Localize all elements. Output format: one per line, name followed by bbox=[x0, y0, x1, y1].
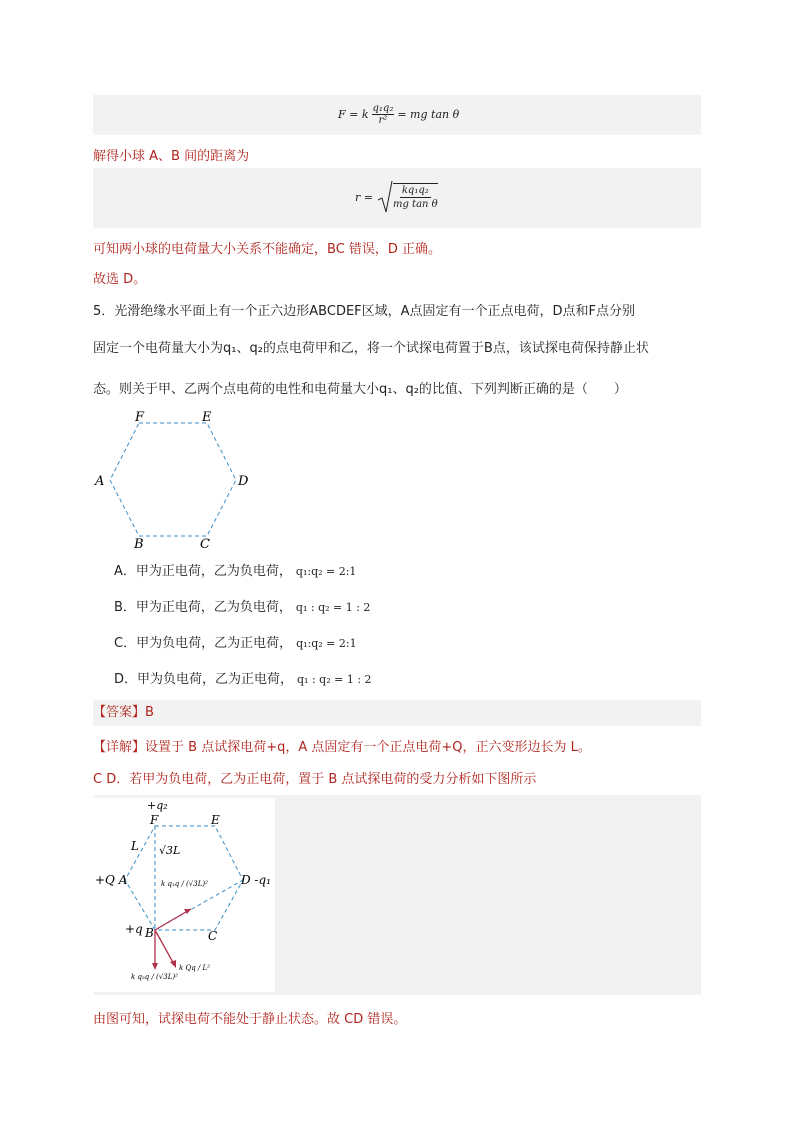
label-sqrt3L: √3L bbox=[159, 844, 181, 857]
choose-line: 故选 D。 bbox=[93, 272, 147, 287]
label-force2: k q₂q / (√3L)² bbox=[131, 973, 178, 981]
final-line: 由图可知，试探电荷不能处于静止状态。故 CD 错误。 bbox=[93, 1012, 407, 1027]
option-d[interactable]: D．甲为负电荷，乙为正电荷， q₁ : q₂ = 1 : 2 bbox=[114, 672, 372, 687]
label-A: A bbox=[95, 474, 105, 489]
label-F: F bbox=[135, 410, 145, 425]
force-figure bbox=[93, 798, 275, 992]
question-line-1: 5．光滑绝缘水平面上有一个正六边形ABCDEF区域，A点固定有一个正点电荷，D点和F点分别 bbox=[93, 304, 636, 319]
distance-line: 解得小球 A、B 间的距离为 bbox=[93, 149, 250, 164]
option-c[interactable]: C．甲为负电荷，乙为正电荷， q₁:q₂ = 2:1 bbox=[114, 636, 357, 651]
label-C2: C bbox=[208, 929, 218, 943]
label-E: E bbox=[202, 410, 212, 425]
label-F2: F bbox=[150, 813, 159, 827]
label-D-minus-q1: D -q₁ bbox=[241, 873, 271, 887]
label-force1: k q₁q / (√3L)² bbox=[161, 880, 208, 888]
option-b[interactable]: B．甲为正电荷，乙为负电荷， q₁ : q₂ = 1 : 2 bbox=[114, 600, 371, 615]
label-plus-q: +q bbox=[125, 922, 143, 936]
label-E2: E bbox=[211, 813, 220, 827]
hexagon-outline bbox=[110, 423, 236, 536]
label-plus-q2: +q₂ bbox=[147, 799, 168, 812]
answer-block: 【答案】B bbox=[93, 700, 701, 726]
label-C: C bbox=[200, 537, 210, 552]
formula2: r = kq₁q₂ mg tan θ bbox=[355, 180, 438, 214]
option-a[interactable]: A．甲为正电荷，乙为负电荷， q₁:q₂ = 2:1 bbox=[114, 564, 357, 579]
cd-line: C D．若甲为负电荷，乙为正电荷，置于 B 点试探电荷的受力分析如下图所示 bbox=[93, 772, 537, 787]
question-line-2: 固定一个电荷量大小为q₁、q₂的点电荷甲和乙，将一个试探电荷置于B点，该试探电荷保持静止状 bbox=[93, 341, 649, 356]
formula1: F = k $\frac{\text{q₁q₂}}{\text{r²}}$ = mg tan θ bbox=[338, 103, 460, 126]
label-force3: k Qq / L² bbox=[179, 964, 210, 972]
label-B2: B bbox=[145, 926, 154, 940]
formula2-block bbox=[93, 168, 701, 228]
question-line-3: 态。则关于甲、乙两个点电荷的电性和电荷量大小q₁、q₂的比值、下列判断正确的是（ ） bbox=[93, 382, 627, 397]
analysis-line: 【详解】设置于 B 点试探电荷+q，A 点固定有一个正点电荷+Q，正六变形边长为 L。 bbox=[93, 740, 591, 755]
label-L: L bbox=[131, 839, 139, 853]
conclusion-line: 可知两小球的电荷量大小关系不能确定，BC 错误，D 正确。 bbox=[93, 242, 442, 257]
hexagon-figure bbox=[90, 405, 260, 555]
sqrt-sign bbox=[377, 180, 393, 214]
formula1-block bbox=[93, 95, 701, 135]
label-plusQA: +Q A bbox=[95, 873, 128, 887]
label-D: D bbox=[238, 474, 249, 489]
label-B: B bbox=[134, 537, 144, 552]
